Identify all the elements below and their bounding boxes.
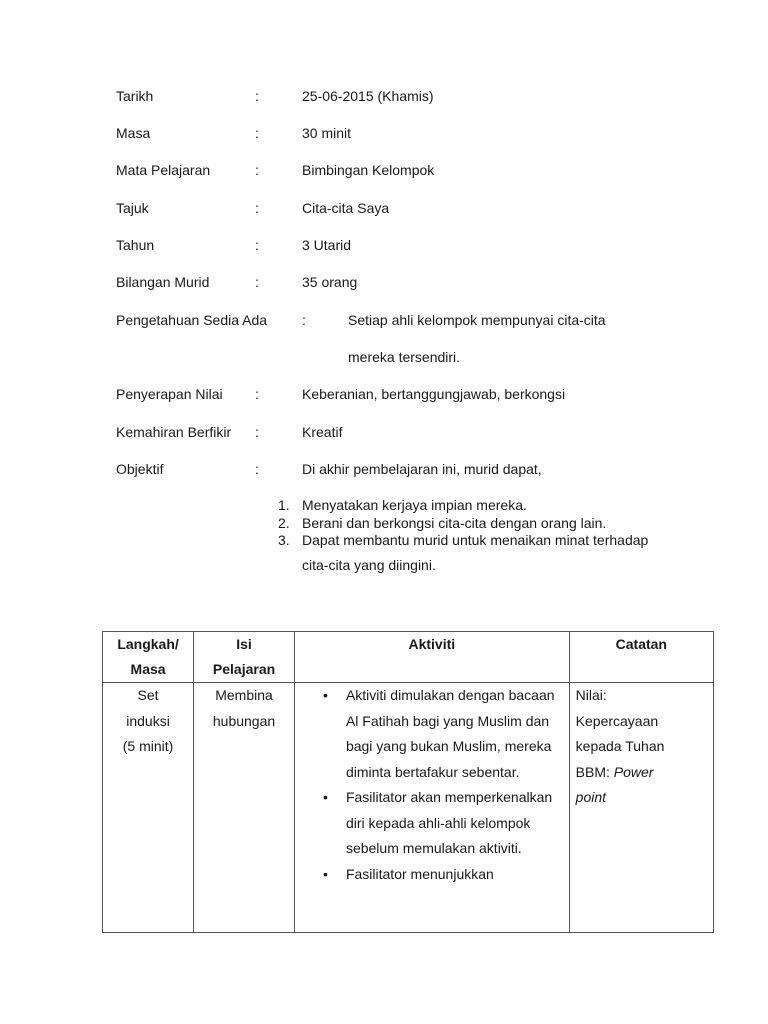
penyerapan-label: Penyerapan Nilai xyxy=(116,386,223,402)
header-isi-line1: Isi xyxy=(236,636,252,652)
activity-list xyxy=(295,683,569,887)
header-aktiviti-text: Aktiviti xyxy=(408,636,456,652)
kemahiran-label: Kemahiran Berfikir xyxy=(116,424,232,440)
cell-aktiviti xyxy=(294,683,569,933)
objective-number: 3. xyxy=(278,532,290,548)
catatan-line3: kepada Tuhan xyxy=(575,738,665,754)
langkah-line1: Set xyxy=(137,687,159,703)
bilangan-murid-colon: : xyxy=(255,274,259,290)
header-catatan-text: Catatan xyxy=(615,636,667,652)
objektif-value: Di akhir pembelajaran ini, murid dapat, xyxy=(302,461,542,477)
tajuk-label: Tajuk xyxy=(116,200,149,216)
pengetahuan-value-line1: Setiap ahli kelompok mempunyai cita-cita xyxy=(348,312,606,328)
catatan-point: point xyxy=(575,789,607,805)
penyerapan-value: Keberanian, bertanggungjawab, berkongsi xyxy=(302,386,566,402)
kemahiran-value: Kreatif xyxy=(302,424,343,440)
objektif-label: Objektif xyxy=(116,461,164,477)
objective-number: 2. xyxy=(278,515,290,531)
tajuk-value: Cita-cita Saya xyxy=(302,200,390,216)
table-row xyxy=(103,683,714,933)
tahun-colon: : xyxy=(255,237,259,253)
objective-item xyxy=(278,531,648,549)
bilangan-murid-label: Bilangan Murid xyxy=(116,274,210,290)
bilangan-murid-value: 35 orang xyxy=(302,274,358,290)
lesson-table xyxy=(102,631,714,933)
objective-text: Menyatakan kerjaya impian mereka. xyxy=(302,497,527,513)
header-langkah-line1: Langkah/ xyxy=(117,636,179,652)
catatan-bbm: BBM: xyxy=(575,763,614,780)
catatan-power: Power xyxy=(613,763,654,780)
langkah-line2: induksi xyxy=(126,712,170,729)
masa-colon: : xyxy=(255,125,259,141)
activity-text: Aktiviti dimulakan dengan bacaan Al Fatihah bagi yang Muslim dan bagi yang bukan Muslim, mereka diminta bertafakur sebentar. xyxy=(345,687,555,780)
pengetahuan-value-line2: mereka tersendiri. xyxy=(348,349,461,365)
header-isi-line2: Pelajaran xyxy=(212,661,276,677)
objektif-colon: : xyxy=(255,461,259,477)
isi-line2: hubungan xyxy=(212,712,276,729)
masa-label: Masa xyxy=(116,125,151,141)
activity-text: Fasilitator menunjukkan xyxy=(345,865,494,882)
kemahiran-colon: : xyxy=(255,424,259,440)
list-item xyxy=(295,785,569,862)
objective-item xyxy=(278,514,606,532)
pengetahuan-colon: : xyxy=(302,312,306,328)
objective-item xyxy=(278,556,436,574)
isi-line1: Membina xyxy=(215,687,273,703)
tajuk-colon: : xyxy=(255,200,259,216)
list-item xyxy=(295,862,569,888)
pengetahuan-label: Pengetahuan Sedia Ada xyxy=(116,312,268,328)
tarikh-value: 25-06-2015 (Khamis) xyxy=(302,88,434,104)
penyerapan-colon: : xyxy=(255,386,259,402)
catatan-line2: Kepercayaan xyxy=(575,712,659,729)
tarikh-colon: : xyxy=(255,88,259,104)
objective-text: Dapat membantu murid untuk menaikan minat terhadap xyxy=(302,532,649,548)
mata-pelajaran-value: Bimbingan Kelompok xyxy=(302,162,435,178)
header-catatan xyxy=(569,632,713,683)
objective-number: 1. xyxy=(278,497,290,513)
objective-item xyxy=(278,496,527,514)
tahun-label: Tahun xyxy=(116,237,155,253)
objective-text: cita-cita yang diingini. xyxy=(302,557,436,573)
cell-isi xyxy=(194,683,295,933)
mata-pelajaran-label: Mata Pelajaran xyxy=(116,162,211,178)
langkah-line3: (5 minit) xyxy=(122,738,174,754)
activity-text: Fasilitator akan memperkenalkan diri kepada ahli-ahli kelompok sebelum memulakan aktiviti. xyxy=(345,789,553,856)
bullet-icon: • xyxy=(322,687,328,703)
cell-catatan xyxy=(569,683,713,933)
catatan-line1: Nilai: xyxy=(575,687,607,703)
header-aktiviti xyxy=(294,632,569,683)
table-header-row xyxy=(103,632,714,683)
cell-langkah xyxy=(103,683,194,933)
bullet-icon: • xyxy=(322,865,328,882)
catatan-bbm-line xyxy=(576,760,713,786)
tahun-value: 3 Utarid xyxy=(302,237,352,253)
bullet-icon: • xyxy=(322,789,328,805)
list-item xyxy=(295,683,569,785)
header-isi xyxy=(194,632,295,683)
mata-pelajaran-colon: : xyxy=(255,162,259,178)
masa-value: 30 minit xyxy=(302,125,352,141)
header-langkah xyxy=(103,632,194,683)
tarikh-label: Tarikh xyxy=(116,88,154,104)
objective-text: Berani dan berkongsi cita-cita dengan orang lain. xyxy=(302,515,607,531)
header-langkah-line2: Masa xyxy=(130,661,166,677)
